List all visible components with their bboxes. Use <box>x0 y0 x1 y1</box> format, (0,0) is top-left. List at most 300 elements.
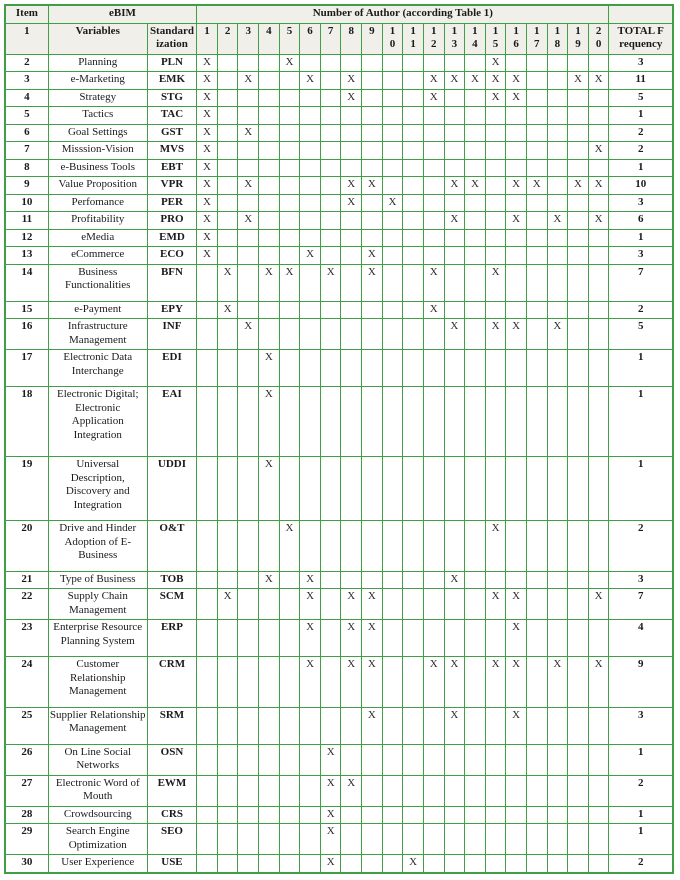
total-frequency-cell: 1 <box>609 107 673 125</box>
author-13-mark-cell <box>444 107 465 125</box>
author-3-mark-cell <box>238 194 259 212</box>
author-18-mark-cell <box>547 72 568 90</box>
author-7-mark-cell <box>320 350 341 387</box>
author-11-mark-cell <box>403 264 424 301</box>
author-7-mark-cell: X <box>320 744 341 775</box>
author-column-number: 13 <box>451 24 458 50</box>
author-13-mark-cell: X <box>444 657 465 708</box>
author-14-mark-cell <box>465 824 486 855</box>
author-11-mark-cell: X <box>403 855 424 873</box>
item-number-cell: 10 <box>5 194 48 212</box>
author-14-mark-cell <box>465 229 486 247</box>
variable-name-cell: e-Payment <box>48 301 147 319</box>
author-13-mark-cell <box>444 744 465 775</box>
standardization-code-cell: EPY <box>147 301 196 319</box>
author-column-header-3 <box>238 23 259 54</box>
author-2-mark-cell <box>217 89 238 107</box>
author-6-mark-cell: X <box>300 589 321 620</box>
author-15-mark-cell <box>485 159 506 177</box>
author-8-mark-cell <box>341 707 362 744</box>
author-10-mark-cell <box>382 387 403 457</box>
total-header-spacer <box>609 5 673 23</box>
author-7-mark-cell <box>320 707 341 744</box>
author-17-mark-cell <box>526 775 547 806</box>
author-16-mark-cell <box>506 194 527 212</box>
author-20-mark-cell <box>588 319 609 350</box>
author-20-mark-cell <box>588 571 609 589</box>
author-13-mark-cell <box>444 54 465 72</box>
author-12-mark-cell: X <box>423 72 444 90</box>
author-7-mark-cell <box>320 457 341 521</box>
author-2-mark-cell <box>217 707 238 744</box>
author-4-mark-cell <box>259 855 280 873</box>
standardization-label: Standardization <box>149 24 194 50</box>
author-14-mark-cell <box>465 744 486 775</box>
author-7-mark-cell <box>320 657 341 708</box>
author-column-header-14 <box>465 23 486 54</box>
author-column-number: 7 <box>327 24 334 37</box>
table-row-item-24 <box>5 657 673 708</box>
author-11-mark-cell <box>403 142 424 160</box>
author-4-mark-cell <box>259 589 280 620</box>
header-row-columns <box>5 23 673 54</box>
author-5-mark-cell <box>279 229 300 247</box>
item-number-cell: 5 <box>5 107 48 125</box>
item-number-cell: 24 <box>5 657 48 708</box>
author-12-mark-cell <box>423 319 444 350</box>
author-14-mark-cell <box>465 89 486 107</box>
author-7-mark-cell <box>320 177 341 195</box>
table-row-item-29 <box>5 824 673 855</box>
author-6-mark-cell <box>300 521 321 572</box>
author-15-mark-cell <box>485 124 506 142</box>
author-14-mark-cell <box>465 54 486 72</box>
author-1-mark-cell <box>197 319 218 350</box>
author-20-mark-cell <box>588 824 609 855</box>
variable-name-cell: Supplier Relationship Management <box>48 707 147 744</box>
author-9-mark-cell <box>362 194 383 212</box>
variable-name-cell: On Line Social Networks <box>48 744 147 775</box>
author-9-mark-cell <box>362 744 383 775</box>
author-6-mark-cell <box>300 707 321 744</box>
author-1-mark-cell <box>197 521 218 572</box>
variable-name-cell: Business Functionalities <box>48 264 147 301</box>
author-2-mark-cell <box>217 72 238 90</box>
item-number-cell: 6 <box>5 124 48 142</box>
author-4-mark-cell <box>259 159 280 177</box>
author-20-mark-cell: X <box>588 212 609 230</box>
variable-name-cell: Value Proposition <box>48 177 147 195</box>
author-10-mark-cell <box>382 54 403 72</box>
author-15-mark-cell: X <box>485 589 506 620</box>
author-3-mark-cell <box>238 571 259 589</box>
variable-name-cell: e-Business Tools <box>48 159 147 177</box>
author-9-mark-cell <box>362 54 383 72</box>
author-5-mark-cell: X <box>279 521 300 572</box>
item-number-cell: 23 <box>5 620 48 657</box>
author-1-mark-cell <box>197 457 218 521</box>
table-row-item-23 <box>5 620 673 657</box>
standardization-code-cell: SCM <box>147 589 196 620</box>
author-8-mark-cell <box>341 855 362 873</box>
author-12-mark-cell <box>423 707 444 744</box>
author-7-mark-cell <box>320 247 341 265</box>
variable-name-cell: eCommerce <box>48 247 147 265</box>
author-9-mark-cell <box>362 212 383 230</box>
item-number-cell: 13 <box>5 247 48 265</box>
author-2-mark-cell: X <box>217 301 238 319</box>
author-15-mark-cell <box>485 457 506 521</box>
author-13-mark-cell: X <box>444 571 465 589</box>
table-row-item-16 <box>5 319 673 350</box>
author-17-mark-cell <box>526 212 547 230</box>
author-10-mark-cell <box>382 159 403 177</box>
author-9-mark-cell: X <box>362 657 383 708</box>
author-19-mark-cell: X <box>568 177 589 195</box>
author-16-mark-cell <box>506 229 527 247</box>
author-11-mark-cell <box>403 824 424 855</box>
author-2-mark-cell <box>217 319 238 350</box>
author-10-mark-cell <box>382 775 403 806</box>
author-3-mark-cell: X <box>238 177 259 195</box>
author-12-mark-cell <box>423 589 444 620</box>
author-column-header-17 <box>526 23 547 54</box>
standardization-code-cell: ERP <box>147 620 196 657</box>
author-column-number: 14 <box>472 24 478 50</box>
author-12-mark-cell <box>423 775 444 806</box>
author-17-mark-cell <box>526 806 547 824</box>
author-14-mark-cell <box>465 657 486 708</box>
author-10-mark-cell <box>382 212 403 230</box>
author-4-mark-cell <box>259 194 280 212</box>
author-6-mark-cell <box>300 319 321 350</box>
author-17-mark-cell <box>526 89 547 107</box>
author-10-mark-cell <box>382 301 403 319</box>
author-20-mark-cell <box>588 744 609 775</box>
author-14-mark-cell <box>465 159 486 177</box>
author-1-mark-cell <box>197 855 218 873</box>
author-1-mark-cell: X <box>197 107 218 125</box>
author-17-mark-cell <box>526 855 547 873</box>
author-10-mark-cell <box>382 142 403 160</box>
author-1-mark-cell <box>197 387 218 457</box>
author-18-mark-cell <box>547 350 568 387</box>
author-3-mark-cell <box>238 387 259 457</box>
variable-name-cell: Crowdsourcing <box>48 806 147 824</box>
item-number-cell: 2 <box>5 54 48 72</box>
standardization-code-cell: EAI <box>147 387 196 457</box>
standardization-column-header <box>147 23 196 54</box>
author-3-mark-cell <box>238 775 259 806</box>
author-8-mark-cell <box>341 521 362 572</box>
author-11-mark-cell <box>403 107 424 125</box>
author-16-mark-cell <box>506 247 527 265</box>
author-column-number: 3 <box>245 24 251 37</box>
author-10-mark-cell <box>382 247 403 265</box>
author-1-mark-cell <box>197 350 218 387</box>
author-14-mark-cell <box>465 589 486 620</box>
author-6-mark-cell <box>300 89 321 107</box>
author-12-mark-cell <box>423 142 444 160</box>
author-16-mark-cell: X <box>506 72 527 90</box>
table-row-item-7 <box>5 142 673 160</box>
author-5-mark-cell <box>279 107 300 125</box>
author-8-mark-cell <box>341 744 362 775</box>
author-9-mark-cell <box>362 229 383 247</box>
total-frequency-cell: 2 <box>609 855 673 873</box>
author-19-mark-cell <box>568 657 589 708</box>
table-row-item-8 <box>5 159 673 177</box>
author-8-mark-cell <box>341 301 362 319</box>
author-7-mark-cell <box>320 124 341 142</box>
author-5-mark-cell <box>279 212 300 230</box>
standardization-code-cell: SEO <box>147 824 196 855</box>
author-19-mark-cell <box>568 806 589 824</box>
author-10-mark-cell <box>382 589 403 620</box>
author-18-mark-cell: X <box>547 212 568 230</box>
author-19-mark-cell: X <box>568 72 589 90</box>
author-18-mark-cell <box>547 54 568 72</box>
author-4-mark-cell <box>259 54 280 72</box>
author-11-mark-cell <box>403 657 424 708</box>
variable-name-cell: Drive and Hinder Adoption of E-Business <box>48 521 147 572</box>
author-1-mark-cell <box>197 657 218 708</box>
author-15-mark-cell <box>485 194 506 212</box>
author-1-mark-cell: X <box>197 89 218 107</box>
table-row-item-9 <box>5 177 673 195</box>
total-frequency-cell: 2 <box>609 124 673 142</box>
author-3-mark-cell <box>238 159 259 177</box>
author-13-mark-cell <box>444 229 465 247</box>
author-16-mark-cell <box>506 107 527 125</box>
standardization-code-cell: EDI <box>147 350 196 387</box>
item-number-cell: 12 <box>5 229 48 247</box>
table-row-item-19 <box>5 457 673 521</box>
author-9-mark-cell <box>362 142 383 160</box>
total-frequency-cell: 10 <box>609 177 673 195</box>
author-14-mark-cell <box>465 107 486 125</box>
total-frequency-cell: 1 <box>609 229 673 247</box>
author-4-mark-cell <box>259 620 280 657</box>
author-18-mark-cell <box>547 620 568 657</box>
variable-name-cell: Customer Relationship Management <box>48 657 147 708</box>
table-row-item-25 <box>5 707 673 744</box>
author-6-mark-cell <box>300 177 321 195</box>
author-4-mark-cell <box>259 521 280 572</box>
author-6-mark-cell <box>300 212 321 230</box>
author-6-mark-cell <box>300 824 321 855</box>
author-5-mark-cell <box>279 744 300 775</box>
author-16-mark-cell: X <box>506 177 527 195</box>
author-column-number: 20 <box>595 24 602 50</box>
standardization-code-cell: PRO <box>147 212 196 230</box>
author-8-mark-cell <box>341 264 362 301</box>
author-8-mark-cell <box>341 824 362 855</box>
author-16-mark-cell <box>506 264 527 301</box>
author-18-mark-cell <box>547 159 568 177</box>
author-12-mark-cell <box>423 855 444 873</box>
total-frequency-cell: 6 <box>609 212 673 230</box>
variable-name-cell: Type of Business <box>48 571 147 589</box>
author-2-mark-cell <box>217 247 238 265</box>
author-14-mark-cell <box>465 806 486 824</box>
author-11-mark-cell <box>403 212 424 230</box>
author-8-mark-cell <box>341 350 362 387</box>
author-19-mark-cell <box>568 247 589 265</box>
author-1-mark-cell <box>197 707 218 744</box>
author-column-header-9 <box>362 23 383 54</box>
author-column-number: 17 <box>534 24 540 50</box>
author-4-mark-cell: X <box>259 457 280 521</box>
author-17-mark-cell <box>526 72 547 90</box>
author-13-mark-cell <box>444 855 465 873</box>
author-12-mark-cell <box>423 107 444 125</box>
author-13-mark-cell: X <box>444 319 465 350</box>
author-8-mark-cell <box>341 159 362 177</box>
author-18-mark-cell <box>547 229 568 247</box>
total-frequency-cell: 1 <box>609 159 673 177</box>
author-15-mark-cell <box>485 387 506 457</box>
author-19-mark-cell <box>568 89 589 107</box>
author-17-mark-cell <box>526 589 547 620</box>
total-frequency-cell: 1 <box>609 824 673 855</box>
author-13-mark-cell <box>444 159 465 177</box>
author-10-mark-cell <box>382 855 403 873</box>
author-6-mark-cell <box>300 264 321 301</box>
author-column-number: 16 <box>513 24 519 50</box>
variable-name-cell: Electronic Data Interchange <box>48 350 147 387</box>
author-9-mark-cell <box>362 159 383 177</box>
standardization-code-cell: TAC <box>147 107 196 125</box>
item-column-header: Item <box>5 5 48 23</box>
author-4-mark-cell <box>259 229 280 247</box>
author-6-mark-cell <box>300 159 321 177</box>
author-1-mark-cell <box>197 571 218 589</box>
author-2-mark-cell <box>217 387 238 457</box>
author-9-mark-cell <box>362 806 383 824</box>
table-row-item-21 <box>5 571 673 589</box>
author-8-mark-cell <box>341 571 362 589</box>
author-7-mark-cell <box>320 142 341 160</box>
author-8-mark-cell: X <box>341 657 362 708</box>
author-11-mark-cell <box>403 775 424 806</box>
author-column-header-12 <box>423 23 444 54</box>
author-5-mark-cell <box>279 177 300 195</box>
author-3-mark-cell <box>238 107 259 125</box>
author-12-mark-cell <box>423 457 444 521</box>
author-12-mark-cell <box>423 159 444 177</box>
author-11-mark-cell <box>403 457 424 521</box>
author-12-mark-cell <box>423 54 444 72</box>
author-16-mark-cell: X <box>506 89 527 107</box>
variable-name-cell: Universal Description, Discovery and Integration <box>48 457 147 521</box>
author-17-mark-cell <box>526 707 547 744</box>
author-10-mark-cell <box>382 620 403 657</box>
author-17-mark-cell <box>526 194 547 212</box>
author-1-mark-cell: X <box>197 159 218 177</box>
author-14-mark-cell <box>465 247 486 265</box>
standardization-code-cell: CRS <box>147 806 196 824</box>
author-20-mark-cell <box>588 521 609 572</box>
author-16-mark-cell <box>506 301 527 319</box>
author-7-mark-cell <box>320 194 341 212</box>
author-15-mark-cell <box>485 301 506 319</box>
author-16-mark-cell <box>506 571 527 589</box>
author-10-mark-cell <box>382 319 403 350</box>
author-15-mark-cell <box>485 707 506 744</box>
author-16-mark-cell <box>506 159 527 177</box>
author-4-mark-cell <box>259 72 280 90</box>
author-8-mark-cell: X <box>341 194 362 212</box>
author-1-mark-cell: X <box>197 124 218 142</box>
author-column-header-10 <box>382 23 403 54</box>
author-16-mark-cell <box>506 387 527 457</box>
total-frequency-cell: 1 <box>609 806 673 824</box>
author-5-mark-cell <box>279 457 300 521</box>
standardization-code-cell: ECO <box>147 247 196 265</box>
ebim-author-frequency-table <box>4 4 674 874</box>
author-15-mark-cell <box>485 824 506 855</box>
author-9-mark-cell <box>362 387 383 457</box>
table-row-item-15 <box>5 301 673 319</box>
author-14-mark-cell <box>465 124 486 142</box>
author-column-number: 9 <box>369 24 375 37</box>
author-column-header-7 <box>320 23 341 54</box>
author-5-mark-cell <box>279 824 300 855</box>
standardization-code-cell: MVS <box>147 142 196 160</box>
total-frequency-cell: 3 <box>609 571 673 589</box>
author-9-mark-cell <box>362 457 383 521</box>
author-3-mark-cell <box>238 229 259 247</box>
author-7-mark-cell <box>320 229 341 247</box>
author-7-mark-cell <box>320 54 341 72</box>
variable-name-cell: Infrastructure Management <box>48 319 147 350</box>
author-15-mark-cell <box>485 229 506 247</box>
author-3-mark-cell <box>238 350 259 387</box>
author-20-mark-cell <box>588 264 609 301</box>
author-11-mark-cell <box>403 806 424 824</box>
author-13-mark-cell <box>444 775 465 806</box>
standardization-code-cell: USE <box>147 855 196 873</box>
author-1-mark-cell <box>197 264 218 301</box>
author-13-mark-cell <box>444 806 465 824</box>
author-7-mark-cell <box>320 212 341 230</box>
author-3-mark-cell <box>238 824 259 855</box>
standardization-code-cell: EBT <box>147 159 196 177</box>
author-2-mark-cell <box>217 212 238 230</box>
author-10-mark-cell <box>382 229 403 247</box>
author-8-mark-cell: X <box>341 620 362 657</box>
author-column-header-6 <box>300 23 321 54</box>
author-5-mark-cell <box>279 89 300 107</box>
author-13-mark-cell <box>444 264 465 301</box>
item-number-cell: 28 <box>5 806 48 824</box>
author-6-mark-cell <box>300 775 321 806</box>
author-column-number: 4 <box>266 24 272 37</box>
author-5-mark-cell <box>279 142 300 160</box>
author-11-mark-cell <box>403 124 424 142</box>
author-12-mark-cell <box>423 124 444 142</box>
variable-name-cell: Search Engine Optimization <box>48 824 147 855</box>
author-12-mark-cell <box>423 350 444 387</box>
author-15-mark-cell: X <box>485 521 506 572</box>
author-14-mark-cell <box>465 350 486 387</box>
author-9-mark-cell <box>362 72 383 90</box>
author-9-mark-cell: X <box>362 264 383 301</box>
author-17-mark-cell <box>526 229 547 247</box>
standardization-code-cell: EMK <box>147 72 196 90</box>
author-12-mark-cell: X <box>423 89 444 107</box>
